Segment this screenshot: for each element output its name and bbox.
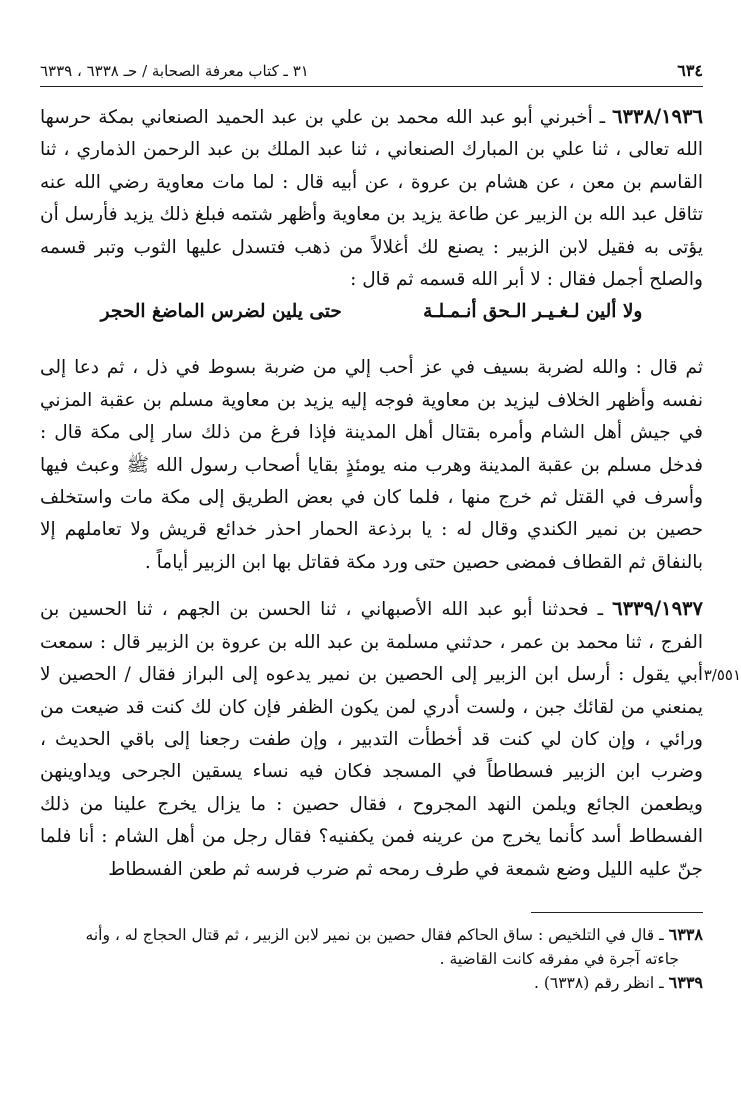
verse-first-hemistich: ولا ألين لـغـيـر الـحق أنـمـلـة (423, 301, 643, 323)
running-title: ٣١ ـ كتاب معرفة الصحابة / حـ ٦٣٣٨ ، ٦٣٣٩ (40, 62, 309, 80)
running-header (40, 58, 703, 84)
margin-volume-reference: ٣/٥٥١ (703, 666, 741, 685)
entry-6339-paragraph (40, 593, 741, 886)
entry-6339-text-rest: قال : سمعت أبي يقول : أرسل ابن الزبير إلى الحصين بن نمير يدعوه إلى البراز فقال / الحصين لا يمنعني من لقائك جبن ، ولست أدري لمن يكون الظفر فإن كان لك كنت قد ضيعت من ورائي ، وإن كان لي كنت قد أخطأت التدبير ، وإن طفت رجعنا إلى باقي الحديث ، وضرب ابن الزبير فسطاطاً في المسجد فكان فيه نساء يسقين الجرحى ويداوينهن ويطعمن الجائع ويلمن النهد المجروح ، فقال حصين : ما يزال يخرج علينا من ذلك الفسطاط أسد كأنما يخرج من عرينه فمن يكفنيه؟ فقال رجل من أهل الشام : أنا فلما جنّ عليه الليل وضع شمعة في طرف رمحه ثم ضرب فرسه ثم طعن الفسطاط (40, 631, 703, 880)
entry-6338-paragraph (40, 101, 703, 296)
footnote-6338 (40, 923, 703, 947)
entry-6339-text-start: ـ فحدثنا أبو عبد الله الأصبهاني ، ثنا الحسن بن الجهم ، ثنا الحسين بن الفرج ، ثنا محمد بن عمر ، حدثني مسلمة بن عبد الله بن عروة بن الزبير (40, 599, 704, 653)
footnote-6339-number: ٦٣٣٩ (668, 972, 703, 992)
entry-6338-continuation: ثم قال : والله لضربة بسيف في عز أحب إلي من ضربة بسوط في ذل ، ثم دعا إلى نفسه وأظهر الخلاف ليزيد بن معاوية فوجه إليه يزيد بن معاوية مسلم بن عقبة المزني في جيش أهل الشام وأمره بقتال أهل المدينة فإذا فرغ من ذلك سار إلى مكة قال : فدخل مسلم بن عقبة المدينة وهرب منه يومئذٍ بقايا أصحاب رسول الله ﷺ وعبث فيها وأسرف في القتل ثم خرج منها ، فلما كان في بعض الطريق إلى مكة مات واستخلف حصين بن نمير الكندي وقال له : يا برذعة الحمار احذر خدائع قريش ولا تعاملهم إلا بالنفاق ثم القطاف فمضى حصين حتى ورد مكة فقاتل بها ابن الزبير أياماً . (40, 357, 703, 573)
footnote-6339 (40, 971, 703, 995)
footnote-6338-continuation: جاءته آجرة في مفرقه كانت القاضية . (439, 949, 679, 968)
page-number: ٦٣٤ (677, 61, 703, 80)
header-rule (40, 86, 703, 87)
entry-6338-number: ٦٣٣٨/١٩٣٦ (612, 105, 703, 128)
document-page (40, 58, 741, 1078)
verse-second-hemistich: حتى يلين لضرس الماضغ الحجر (100, 301, 342, 323)
footnote-separator (531, 912, 703, 913)
entry-6339-number: ٦٣٣٩/١٩٣٧ (612, 597, 704, 621)
footnote-6338-number: ٦٣٣٨ (668, 924, 703, 944)
verse (40, 296, 703, 328)
paragraph-gap (40, 579, 703, 593)
footnote-6338-text: ـ قال في التلخيص : ساق الحاكم فقال حصين بن نمير لابن الزبير ، ثم قتال الحجاج له ، وأنه (85, 925, 664, 944)
footnote-6339-text: ـ انظر رقم (٦٣٣٨) . (534, 973, 664, 992)
entry-6338-text: ـ أخبرني أبو عبد الله محمد بن علي بن عبد الحميد الصنعاني بمكة حرسها الله تعالى ، ثنا علي بن المبارك الصنعاني ، ثنا عبد الملك بن عبد الرحمن الذماري ، ثنا القاسم بن معن ، عن هشام بن عروة ، عن أبيه قال : لما مات معاوية رضي الله عنه تثاقل عبد الله بن الزبير عن طاعة يزيد بن معاوية وأظهر شتمه فبلغ ذلك يزيد فأرسل أن يؤتى به فقيل لابن الزبير : يصنع لك أغلالاً من ذهب فتسدل عليها الثوب وتبر قسمه والصلح أجمل فقال : لا أبر الله قسمه ثم قال : (40, 107, 703, 291)
